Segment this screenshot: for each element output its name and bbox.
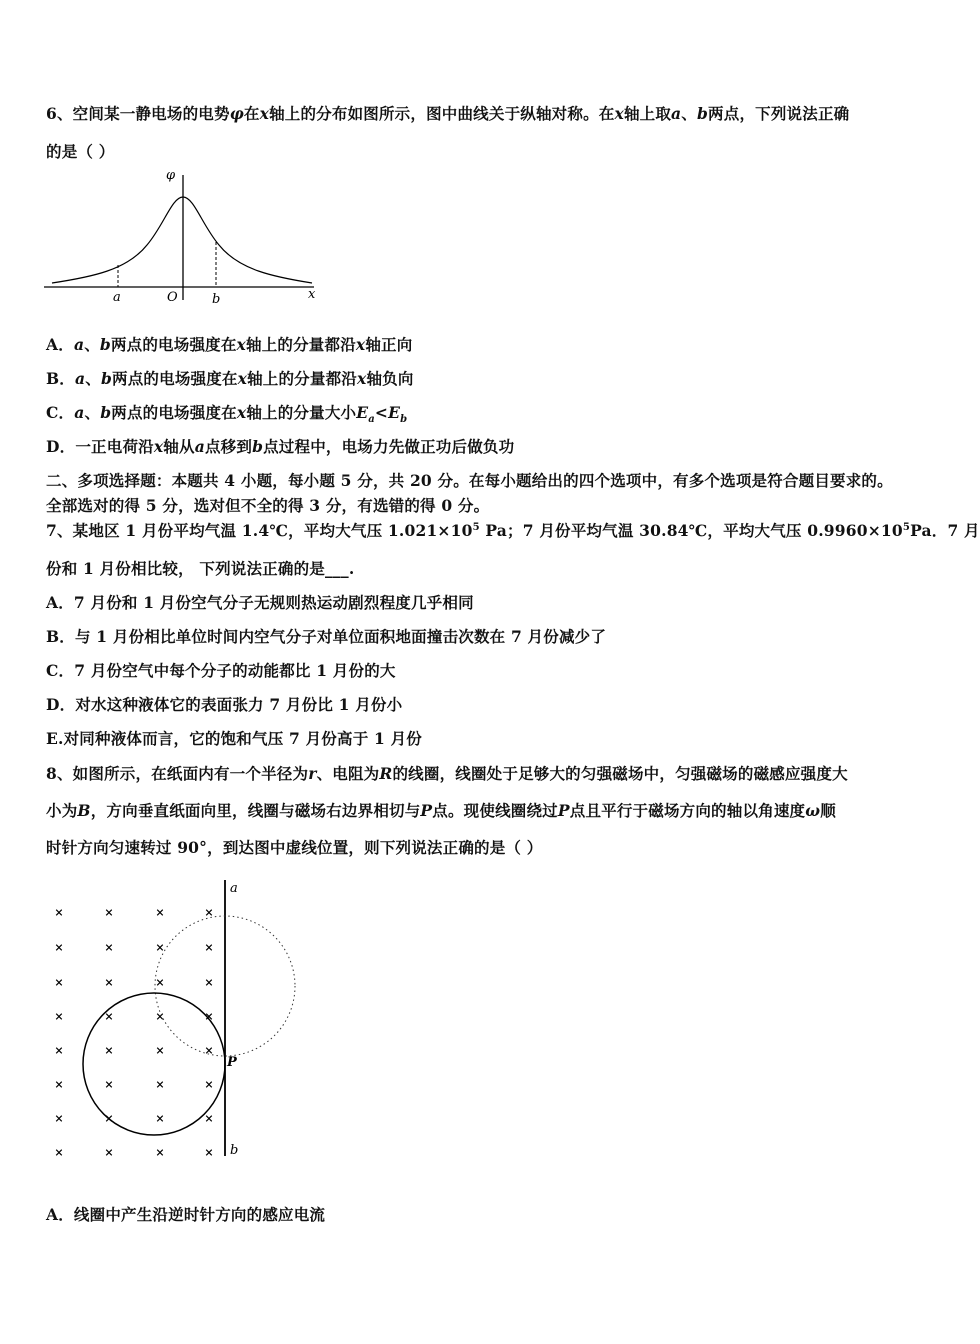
svg-text:×: × xyxy=(155,1146,165,1159)
q7-option-a: A．7 月份和 1 月份空气分子无规则热运动剧烈程度几乎相同 xyxy=(46,593,474,612)
potential-graph xyxy=(42,165,342,315)
q7-option-b: B．与 1 月份相比单位时间内空气分子对单位面积地面撞击次数在 7 月份减少了 xyxy=(46,627,607,646)
magnetic-field-figure xyxy=(45,878,315,1178)
svg-text:×: × xyxy=(54,941,64,954)
field-crosses xyxy=(54,906,213,1159)
q8-stem-line2: 小为B，方向垂直纸面向里，线圈与磁场右边界相切与P点。现使线圈绕过P点且平行于磁场方向的轴以角速度ω顺 xyxy=(46,801,836,820)
q6-stem-line1: 6、空间某一静电场的电势φ在x轴上的分布如图所示，图中曲线关于纵轴对称。在x轴上取a、b两点，下列说法正确 xyxy=(46,104,850,123)
svg-text:×: × xyxy=(54,906,64,919)
section2-instructions-line2: 全部选对的得 5 分，选对但不全的得 3 分，有选错的得 0 分。 xyxy=(46,496,490,515)
q7-option-d: D．对水这种液体它的表面张力 7 月份比 1 月份小 xyxy=(46,695,403,714)
svg-text:×: × xyxy=(54,1146,64,1159)
phi-label: φ xyxy=(166,168,176,183)
svg-text:×: × xyxy=(155,1112,165,1125)
svg-text:×: × xyxy=(155,1044,165,1057)
svg-text:×: × xyxy=(155,976,165,989)
svg-text:×: × xyxy=(104,1112,114,1125)
svg-text:×: × xyxy=(54,976,64,989)
x-label: x xyxy=(308,287,316,302)
a-label: a xyxy=(113,290,121,305)
svg-text:×: × xyxy=(204,976,214,989)
coil-solid xyxy=(83,993,225,1135)
svg-text:×: × xyxy=(104,941,114,954)
svg-text:×: × xyxy=(204,1146,214,1159)
svg-text:×: × xyxy=(104,1146,114,1159)
svg-text:×: × xyxy=(54,1010,64,1023)
svg-text:×: × xyxy=(204,1044,214,1057)
origin-label: O xyxy=(167,290,178,305)
label-P: P xyxy=(227,1055,237,1070)
svg-text:×: × xyxy=(104,906,114,919)
svg-text:×: × xyxy=(204,1010,214,1023)
svg-text:×: × xyxy=(155,1078,165,1091)
q8-option-a: A．线圈中产生沿逆时针方向的感应电流 xyxy=(46,1205,326,1224)
q6-option-b: B．a、b两点的电场强度在x轴上的分量都沿x轴负向 xyxy=(46,369,414,388)
svg-text:×: × xyxy=(104,1044,114,1057)
label-a: a xyxy=(230,881,238,896)
q8-stem-line3: 时针方向匀速转过 90°，到达图中虚线位置，则下列说法正确的是（ ） xyxy=(46,838,543,857)
svg-text:×: × xyxy=(54,1078,64,1091)
q7-stem-line1: 7、某地区 1 月份平均气温 1.4℃，平均大气压 $1.021\times 10^5$ Pa；7 月份平均气温 30.84℃，平均大气压 $0.9960\times 10^5Pa$．7 月 xyxy=(46,521,980,540)
svg-text:×: × xyxy=(104,976,114,989)
q8-stem-line1: 8、如图所示，在纸面内有一个半径为r、电阻为R的线圈，线圈处于足够大的匀强磁场中，匀强磁场的磁感应强度大 xyxy=(46,764,848,783)
q6-stem-line2: 的是（ ） xyxy=(46,142,115,161)
svg-text:×: × xyxy=(155,906,165,919)
label-b: b xyxy=(230,1143,239,1158)
section2-instructions-line1: 二、多项选择题：本题共 4 小题，每小题 5 分，共 20 分。在每小题给出的四个选项中，有多个选项是符合题目要求的。 xyxy=(46,471,893,490)
svg-text:×: × xyxy=(104,1010,114,1023)
svg-text:×: × xyxy=(204,941,214,954)
svg-text:×: × xyxy=(155,1010,165,1023)
svg-text:×: × xyxy=(104,1078,114,1091)
q6-option-c: C．a、b两点的电场强度在x轴上的分量大小$E_a<E_b$ xyxy=(46,403,408,426)
svg-text:×: × xyxy=(204,1112,214,1125)
q7-stem-line2: 份和 1 月份相比较， 下列说法正确的是___. xyxy=(46,559,355,578)
svg-text:×: × xyxy=(155,941,165,954)
b-label: b xyxy=(212,292,221,307)
svg-text:×: × xyxy=(204,1078,214,1091)
svg-text:×: × xyxy=(204,906,214,919)
svg-text:×: × xyxy=(54,1044,64,1057)
q6-option-d: D．一正电荷沿x轴从a点移到b点过程中，电场力先做正功后做负功 xyxy=(46,437,515,456)
q6-option-a: A．a、b两点的电场强度在x轴上的分量都沿x轴正向 xyxy=(46,335,413,354)
q7-option-c: C．7 月份空气中每个分子的动能都比 1 月份的大 xyxy=(46,661,396,680)
svg-text:×: × xyxy=(54,1112,64,1125)
q7-option-e: E.对同种液体而言，它的饱和气压 7 月份高于 1 月份 xyxy=(46,729,422,748)
potential-curve xyxy=(52,197,312,283)
